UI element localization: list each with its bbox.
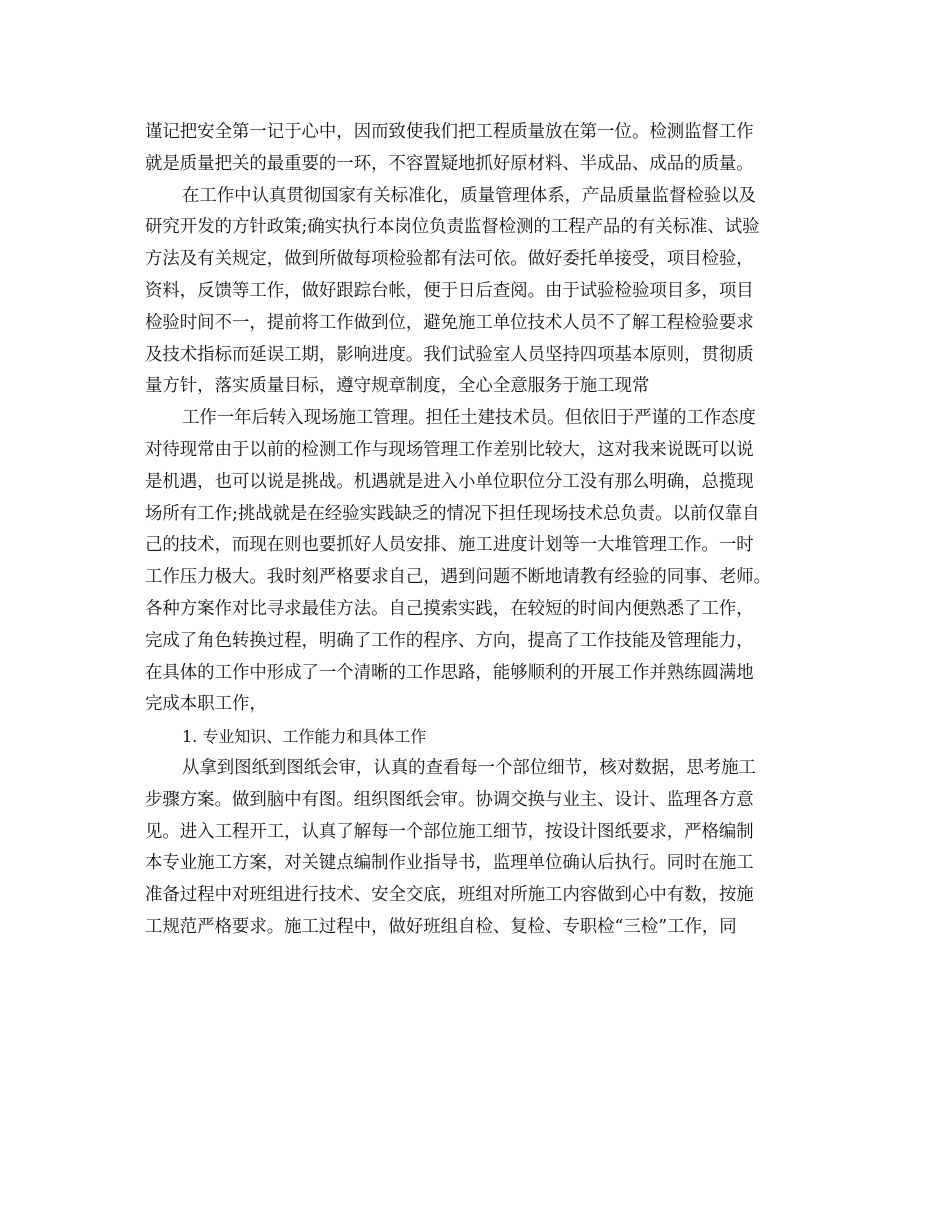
text-line: 是机遇，也可以说是挑战。机遇就是进入小单位职位分工没有那么明确，总揽现 xyxy=(145,471,754,492)
text-line: 各种方案作对比寻求最佳方法。自己摸索实践，在较短的时间内便熟悉了工作， xyxy=(145,598,754,619)
document-body xyxy=(145,117,825,944)
text-line: 工作压力极大。我时刻严格要求自己，遇到问题不断地请教有经验的同事、老师。 xyxy=(145,567,772,588)
text-line: 研究开发的方针政策;确实执行本岗位负责监督检测的工程产品的有关标准、试验 xyxy=(145,217,760,238)
text-line: 资料，反馈等工作，做好跟踪台帐，便于日后查阅。由于试验检验项目多，项目 xyxy=(145,280,754,301)
text-line: 准备过程中对班组进行技术、安全交底，班组对所施工内容做到心中有数，按施 xyxy=(145,885,754,906)
text-line: 完成了角色转换过程，明确了工作的程序、方向，提高了工作技能及管理能力， xyxy=(145,630,754,651)
text-line: 步骤方案。做到脑中有图。组织图纸会审。协调交换与业主、设计、监理各方意 xyxy=(145,789,754,810)
text-line: 量方针，落实质量目标，遵守规章制度，全心全意服务于施工现常 xyxy=(145,376,650,397)
text-line: 对待现常由于以前的检测工作与现场管理工作差别比较大，这对我来说既可以说 xyxy=(145,439,754,460)
text-line: 及技术指标而延误工期，影响进度。我们试验室人员坚持四项基本原则，贯彻质 xyxy=(145,344,754,365)
paragraph-start-line: 在工作中认真贯彻国家有关标准化，质量管理体系，产品质量监督检验以及 xyxy=(182,185,756,206)
text-line: 完成本职工作， xyxy=(145,694,267,715)
text-line: 本专业施工方案，对关键点编制作业指导书，监理单位确认后执行。同时在施工 xyxy=(145,853,754,874)
text-line: 方法及有关规定，做到所做每项检验都有法可依。做好委托单接受，项目检验， xyxy=(145,249,754,270)
text-line: 见。进入工程开工，认真了解每一个部位施工细节，按设计图纸要求，严格编制 xyxy=(145,821,754,842)
text-line: 己的技术，而现在则也要抓好人员安排、施工进度计划等一大堆管理工作。一时 xyxy=(145,535,754,556)
section-heading: 1. 专业知识、工作能力和具体工作 xyxy=(182,727,427,747)
text-line: 在具体的工作中形成了一个清晰的工作思路，能够顺利的开展工作并熟练圆满地 xyxy=(145,662,754,683)
text-line: 谨记把安全第一记于心中，因而致使我们把工程质量放在第一位。检测监督工作 xyxy=(145,122,754,142)
text-line: 检验时间不一，提前将工作做到位，避免施工单位技术人员不了解工程检验要求 xyxy=(145,312,754,333)
paragraph-start-line: 从拿到图纸到图纸会审，认真的查看每一个部位细节，核对数据，思考施工 xyxy=(182,757,756,778)
paragraph-start-line: 工作一年后转入现场施工管理。担任土建技术员。但依旧于严谨的工作态度 xyxy=(182,408,756,429)
text-line: 场所有工作;挑战就是在经验实践缺乏的情况下担任现场技术总负责。以前仅靠自 xyxy=(145,503,760,524)
text-line: 工规范严格要求。施工过程中，做好班组自检、复检、专职检“三检”工作，同 xyxy=(145,916,737,937)
text-line: 就是质量把关的最重要的一环，不容置疑地抓好原材料、半成品、成品的质量。 xyxy=(145,153,754,174)
